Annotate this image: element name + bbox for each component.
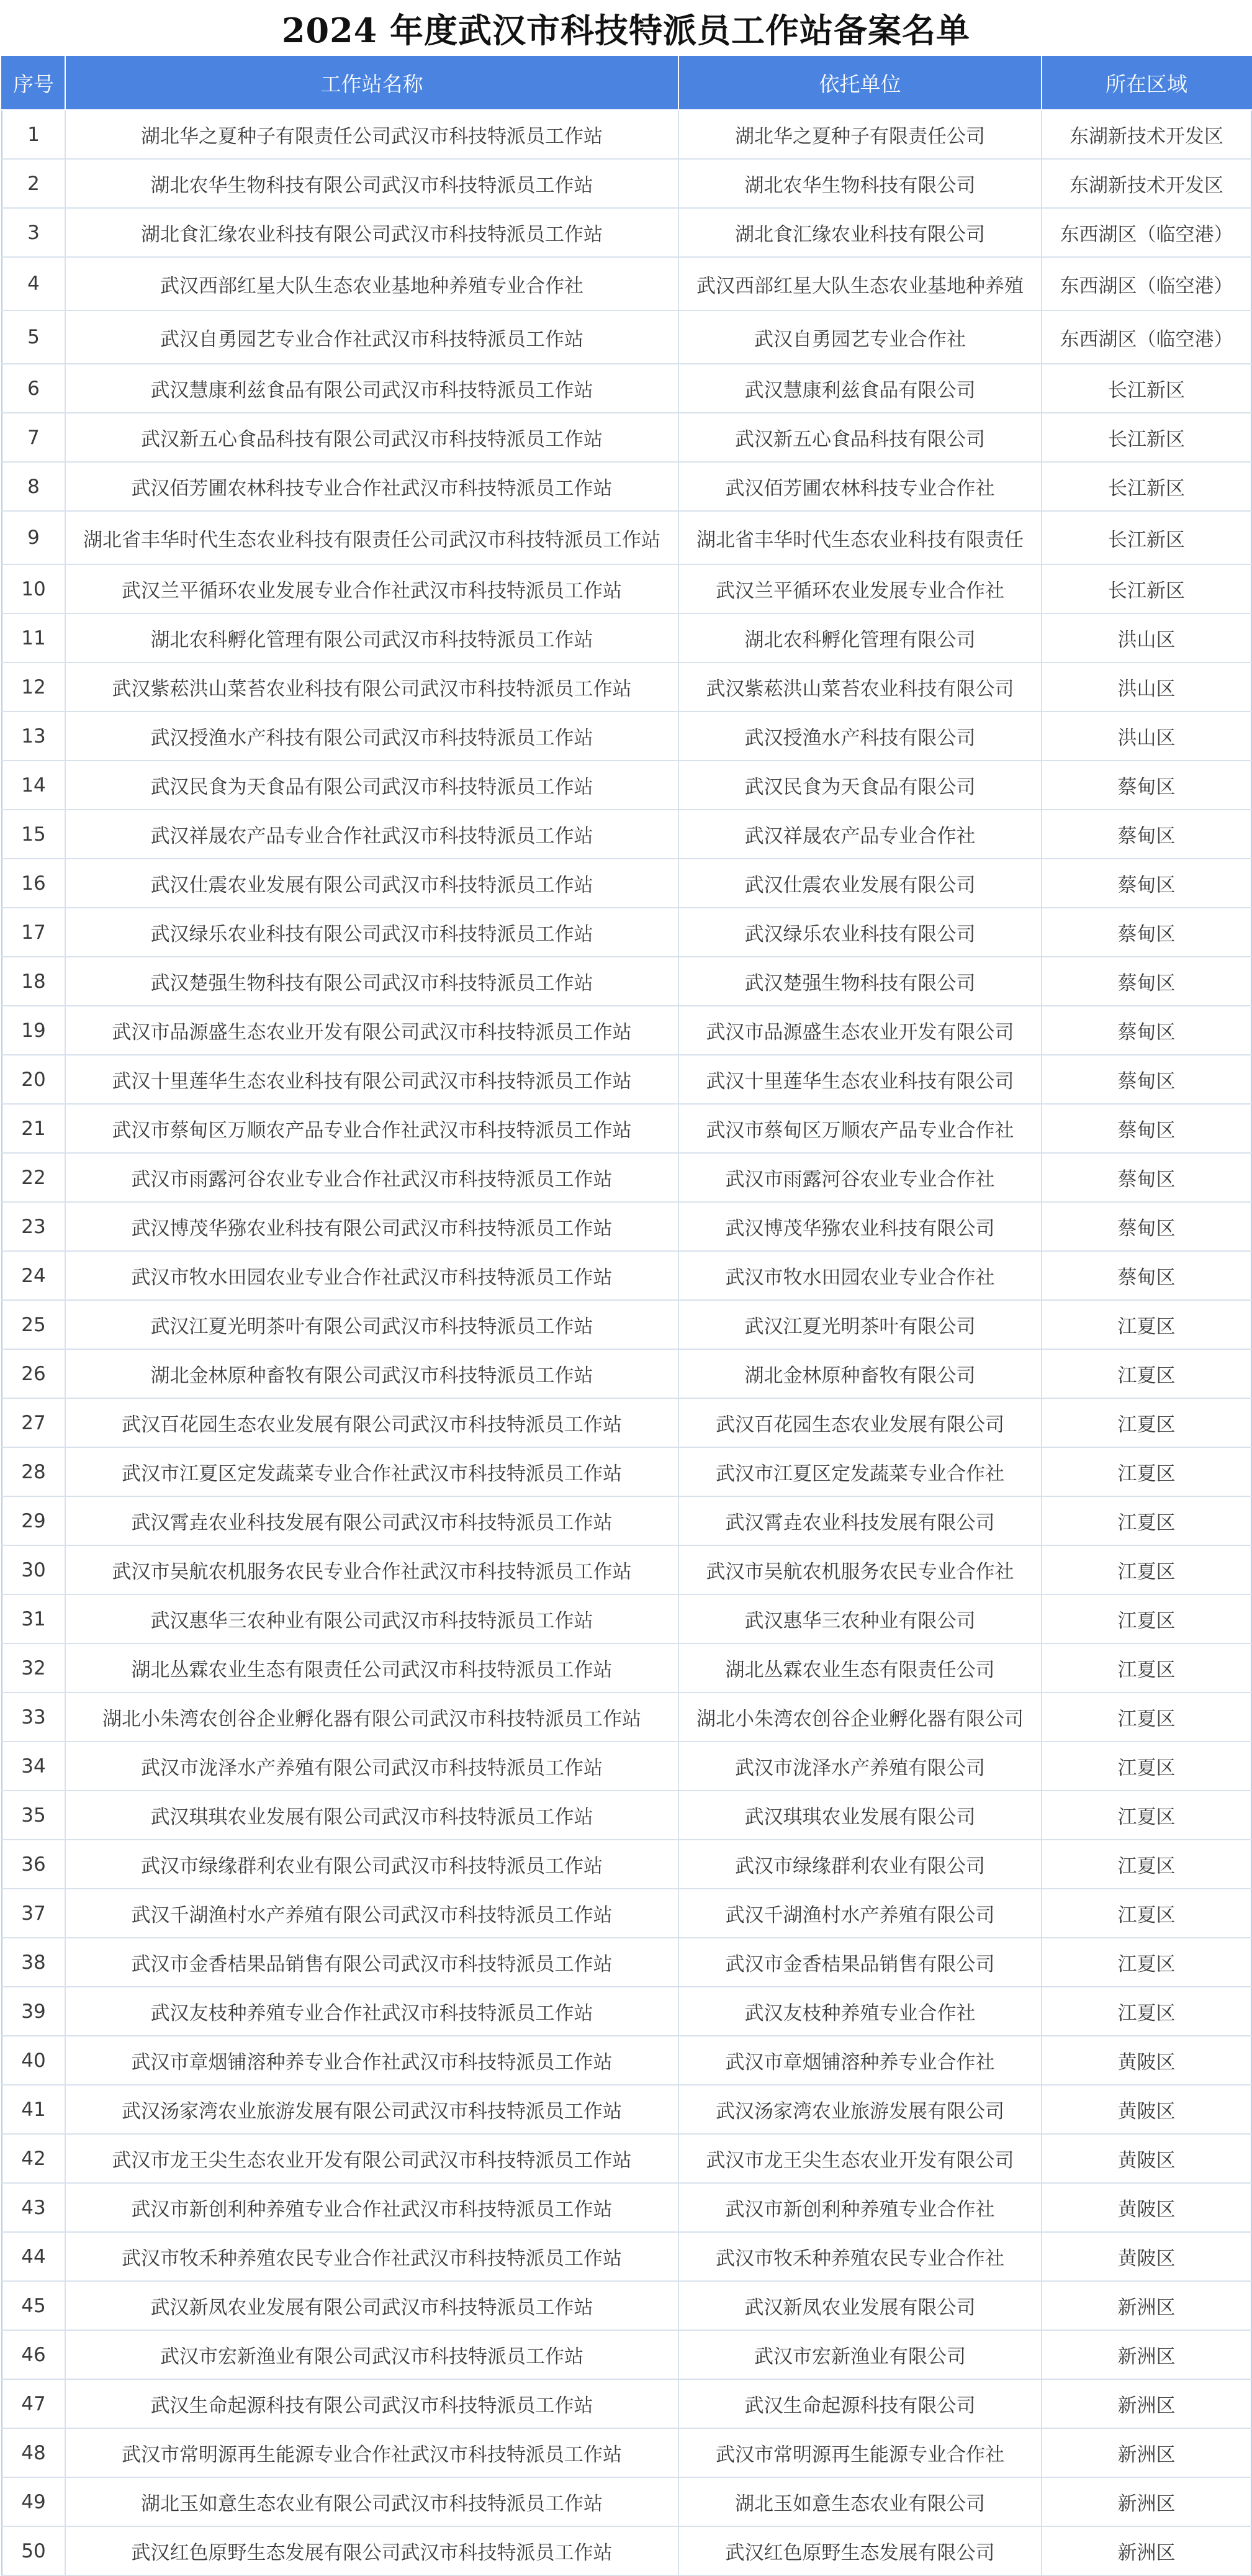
cell-station-name: 武汉祥晟农产品专业合作社武汉市科技特派员工作站 [65, 810, 678, 859]
cell-host-unit: 武汉江夏光明茶叶有限公司 [678, 1300, 1042, 1349]
cell-host-unit: 湖北农科孵化管理有限公司 [678, 613, 1042, 662]
cell-station-name: 武汉市牧禾种养殖农民专业合作社武汉市科技特派员工作站 [65, 2232, 678, 2281]
table-row [2, 2085, 1251, 2134]
cell-district: 新洲区 [1042, 2330, 1251, 2379]
cell-host-unit: 武汉千湖渔村水产养殖有限公司 [678, 1889, 1042, 1938]
cell-serial-number: 17 [2, 908, 65, 957]
cell-host-unit: 武汉市雨露河谷农业专业合作社 [678, 1153, 1042, 1202]
cell-host-unit: 武汉市牧禾种养殖农民专业合作社 [678, 2232, 1042, 2281]
table-row [2, 257, 1251, 310]
cell-serial-number: 11 [2, 613, 65, 662]
cell-station-name: 武汉博茂华猕农业科技有限公司武汉市科技特派员工作站 [65, 1202, 678, 1251]
cell-serial-number: 8 [2, 462, 65, 511]
cell-serial-number: 2 [2, 159, 65, 208]
cell-station-name: 武汉霄垚农业科技发展有限公司武汉市科技特派员工作站 [65, 1496, 678, 1545]
cell-host-unit: 武汉市绿缘群利农业有限公司 [678, 1840, 1042, 1889]
page-title: 2024 年度武汉市科技特派员工作站备案名单 [281, 10, 971, 50]
cell-serial-number: 7 [2, 413, 65, 462]
table-row [2, 462, 1251, 511]
table-row [2, 1447, 1251, 1496]
table-row [2, 1251, 1251, 1300]
cell-district: 江夏区 [1042, 1349, 1251, 1398]
cell-host-unit: 武汉市常明源再生能源专业合作社 [678, 2428, 1042, 2477]
cell-serial-number: 47 [2, 2379, 65, 2428]
cell-district: 洪山区 [1042, 712, 1251, 761]
cell-district: 黄陂区 [1042, 2183, 1251, 2232]
cell-station-name: 武汉市新创利种养殖专业合作社武汉市科技特派员工作站 [65, 2183, 678, 2232]
cell-serial-number: 34 [2, 1742, 65, 1791]
cell-serial-number: 45 [2, 2281, 65, 2330]
cell-host-unit: 武汉汤家湾农业旅游发展有限公司 [678, 2085, 1042, 2134]
cell-serial-number: 12 [2, 662, 65, 712]
table-row [2, 613, 1251, 662]
cell-district: 江夏区 [1042, 1791, 1251, 1840]
cell-host-unit: 武汉佰芳圃农林科技专业合作社 [678, 462, 1042, 511]
cell-serial-number: 25 [2, 1300, 65, 1349]
cell-host-unit: 武汉市江夏区定发蔬菜专业合作社 [678, 1447, 1042, 1496]
table-row [2, 2330, 1251, 2379]
cell-district: 长江新区 [1042, 462, 1251, 511]
table-row [2, 1104, 1251, 1153]
cell-station-name: 武汉兰平循环农业发展专业合作社武汉市科技特派员工作站 [65, 564, 678, 613]
cell-district: 江夏区 [1042, 1496, 1251, 1545]
cell-serial-number: 38 [2, 1938, 65, 1987]
cell-station-name: 武汉自勇园艺专业合作社武汉市科技特派员工作站 [65, 310, 678, 364]
cell-host-unit: 武汉仕震农业发展有限公司 [678, 859, 1042, 908]
cell-station-name: 武汉市龙王尖生态农业开发有限公司武汉市科技特派员工作站 [65, 2134, 678, 2183]
header-host-unit: 依托单位 [678, 56, 1042, 110]
table-row [2, 159, 1251, 208]
table-row [2, 1202, 1251, 1251]
cell-serial-number: 39 [2, 1987, 65, 2036]
cell-serial-number: 3 [2, 208, 65, 257]
cell-serial-number: 36 [2, 1840, 65, 1889]
cell-serial-number: 29 [2, 1496, 65, 1545]
cell-host-unit: 武汉琪琪农业发展有限公司 [678, 1791, 1042, 1840]
cell-district: 洪山区 [1042, 662, 1251, 712]
cell-station-name: 武汉市品源盛生态农业开发有限公司武汉市科技特派员工作站 [65, 1006, 678, 1055]
cell-serial-number: 43 [2, 2183, 65, 2232]
cell-station-name: 湖北金林原种畜牧有限公司武汉市科技特派员工作站 [65, 1349, 678, 1398]
table-row [2, 1742, 1251, 1791]
table-row [2, 1840, 1251, 1889]
cell-district: 江夏区 [1042, 1840, 1251, 1889]
cell-district: 江夏区 [1042, 1594, 1251, 1643]
cell-station-name: 湖北丛霖农业生态有限责任公司武汉市科技特派员工作站 [65, 1643, 678, 1692]
cell-station-name: 湖北省丰华时代生态农业科技有限责任公司武汉市科技特派员工作站 [65, 511, 678, 564]
table-row [2, 1889, 1251, 1938]
table-row [2, 511, 1251, 564]
cell-district: 蔡甸区 [1042, 1055, 1251, 1104]
table-row [2, 1398, 1251, 1447]
cell-station-name: 湖北玉如意生态农业有限公司武汉市科技特派员工作站 [65, 2477, 678, 2526]
cell-serial-number: 41 [2, 2085, 65, 2134]
table-row [2, 1300, 1251, 1349]
cell-host-unit: 武汉市宏新渔业有限公司 [678, 2330, 1042, 2379]
table-row [2, 110, 1251, 159]
cell-host-unit: 武汉兰平循环农业发展专业合作社 [678, 564, 1042, 613]
cell-district: 东湖新技术开发区 [1042, 110, 1251, 159]
cell-host-unit: 武汉生命起源科技有限公司 [678, 2379, 1042, 2428]
cell-station-name: 武汉市绿缘群利农业有限公司武汉市科技特派员工作站 [65, 1840, 678, 1889]
cell-station-name: 湖北农华生物科技有限公司武汉市科技特派员工作站 [65, 159, 678, 208]
cell-serial-number: 44 [2, 2232, 65, 2281]
cell-district: 东西湖区（临空港） [1042, 310, 1251, 364]
cell-host-unit: 湖北玉如意生态农业有限公司 [678, 2477, 1042, 2526]
cell-serial-number: 6 [2, 364, 65, 413]
table-row [2, 1594, 1251, 1643]
cell-serial-number: 1 [2, 110, 65, 159]
cell-district: 长江新区 [1042, 511, 1251, 564]
cell-serial-number: 33 [2, 1692, 65, 1742]
cell-station-name: 武汉市江夏区定发蔬菜专业合作社武汉市科技特派员工作站 [65, 1447, 678, 1496]
table-row [2, 364, 1251, 413]
cell-station-name: 武汉惠华三农种业有限公司武汉市科技特派员工作站 [65, 1594, 678, 1643]
cell-district: 长江新区 [1042, 564, 1251, 613]
cell-district: 长江新区 [1042, 364, 1251, 413]
cell-station-name: 武汉市常明源再生能源专业合作社武汉市科技特派员工作站 [65, 2428, 678, 2477]
table-row [2, 1496, 1251, 1545]
cell-district: 江夏区 [1042, 1545, 1251, 1594]
cell-station-name: 武汉江夏光明茶叶有限公司武汉市科技特派员工作站 [65, 1300, 678, 1349]
cell-host-unit: 湖北华之夏种子有限责任公司 [678, 110, 1042, 159]
registry-table [1, 56, 1252, 2576]
cell-station-name: 武汉市吴航农机服务农民专业合作社武汉市科技特派员工作站 [65, 1545, 678, 1594]
cell-district: 蔡甸区 [1042, 1202, 1251, 1251]
cell-station-name: 武汉市金香桔果品销售有限公司武汉市科技特派员工作站 [65, 1938, 678, 1987]
cell-host-unit: 湖北食汇缘农业科技有限公司 [678, 208, 1042, 257]
cell-station-name: 武汉市泷泽水产养殖有限公司武汉市科技特派员工作站 [65, 1742, 678, 1791]
cell-station-name: 武汉百花园生态农业发展有限公司武汉市科技特派员工作站 [65, 1398, 678, 1447]
table-row [2, 2477, 1251, 2526]
cell-host-unit: 武汉友枝种养殖专业合作社 [678, 1987, 1042, 2036]
cell-host-unit: 湖北农华生物科技有限公司 [678, 159, 1042, 208]
cell-serial-number: 48 [2, 2428, 65, 2477]
table-header-row [2, 56, 1251, 110]
cell-host-unit: 武汉霄垚农业科技发展有限公司 [678, 1496, 1042, 1545]
cell-host-unit: 武汉市蔡甸区万顺农产品专业合作社 [678, 1104, 1042, 1153]
cell-district: 东湖新技术开发区 [1042, 159, 1251, 208]
cell-district: 江夏区 [1042, 1447, 1251, 1496]
cell-district: 蔡甸区 [1042, 1006, 1251, 1055]
table-row [2, 2036, 1251, 2085]
cell-district: 江夏区 [1042, 1889, 1251, 1938]
cell-district: 江夏区 [1042, 1300, 1251, 1349]
cell-district: 新洲区 [1042, 2379, 1251, 2428]
cell-station-name: 武汉市雨露河谷农业专业合作社武汉市科技特派员工作站 [65, 1153, 678, 1202]
cell-serial-number: 50 [2, 2526, 65, 2575]
cell-serial-number: 19 [2, 1006, 65, 1055]
cell-serial-number: 9 [2, 511, 65, 564]
cell-serial-number: 35 [2, 1791, 65, 1840]
table-row [2, 2526, 1251, 2575]
table-row [2, 1938, 1251, 1987]
table-row [2, 1791, 1251, 1840]
cell-station-name: 武汉新五心食品科技有限公司武汉市科技特派员工作站 [65, 413, 678, 462]
cell-host-unit: 武汉惠华三农种业有限公司 [678, 1594, 1042, 1643]
cell-station-name: 武汉市章烟铺溶种养专业合作社武汉市科技特派员工作站 [65, 2036, 678, 2085]
table-row [2, 1349, 1251, 1398]
cell-district: 洪山区 [1042, 613, 1251, 662]
table-row [2, 1987, 1251, 2036]
table-row [2, 2183, 1251, 2232]
cell-serial-number: 42 [2, 2134, 65, 2183]
cell-district: 东西湖区（临空港） [1042, 208, 1251, 257]
cell-district: 蔡甸区 [1042, 810, 1251, 859]
cell-host-unit: 武汉新凤农业发展有限公司 [678, 2281, 1042, 2330]
cell-station-name: 武汉十里莲华生态农业科技有限公司武汉市科技特派员工作站 [65, 1055, 678, 1104]
cell-host-unit: 武汉市龙王尖生态农业开发有限公司 [678, 2134, 1042, 2183]
cell-district: 蔡甸区 [1042, 761, 1251, 810]
cell-station-name: 武汉绿乐农业科技有限公司武汉市科技特派员工作站 [65, 908, 678, 957]
cell-serial-number: 49 [2, 2477, 65, 2526]
cell-district: 江夏区 [1042, 1398, 1251, 1447]
cell-serial-number: 16 [2, 859, 65, 908]
cell-serial-number: 10 [2, 564, 65, 613]
cell-district: 长江新区 [1042, 413, 1251, 462]
cell-station-name: 武汉西部红星大队生态农业基地种养殖专业合作社 [65, 257, 678, 310]
table-row [2, 1055, 1251, 1104]
cell-station-name: 湖北华之夏种子有限责任公司武汉市科技特派员工作站 [65, 110, 678, 159]
table-row [2, 761, 1251, 810]
table-row [2, 908, 1251, 957]
cell-district: 黄陂区 [1042, 2134, 1251, 2183]
cell-district: 东西湖区（临空港） [1042, 257, 1251, 310]
cell-host-unit: 武汉红色原野生态发展有限公司 [678, 2526, 1042, 2575]
cell-serial-number: 28 [2, 1447, 65, 1496]
cell-station-name: 武汉千湖渔村水产养殖有限公司武汉市科技特派员工作站 [65, 1889, 678, 1938]
cell-district: 黄陂区 [1042, 2036, 1251, 2085]
cell-station-name: 武汉友枝种养殖专业合作社武汉市科技特派员工作站 [65, 1987, 678, 2036]
cell-station-name: 武汉紫菘洪山菜苔农业科技有限公司武汉市科技特派员工作站 [65, 662, 678, 712]
cell-serial-number: 26 [2, 1349, 65, 1398]
cell-station-name: 武汉生命起源科技有限公司武汉市科技特派员工作站 [65, 2379, 678, 2428]
cell-district: 蔡甸区 [1042, 908, 1251, 957]
cell-host-unit: 武汉百花园生态农业发展有限公司 [678, 1398, 1042, 1447]
table-row [2, 2428, 1251, 2477]
cell-host-unit: 武汉市章烟铺溶种养专业合作社 [678, 2036, 1042, 2085]
cell-host-unit: 武汉慧康利兹食品有限公司 [678, 364, 1042, 413]
cell-host-unit: 武汉授渔水产科技有限公司 [678, 712, 1042, 761]
header-district: 所在区域 [1042, 56, 1251, 110]
cell-host-unit: 湖北小朱湾农创谷企业孵化器有限公司 [678, 1692, 1042, 1742]
table-body [2, 110, 1251, 2575]
cell-host-unit: 武汉市泷泽水产养殖有限公司 [678, 1742, 1042, 1791]
cell-host-unit: 湖北金林原种畜牧有限公司 [678, 1349, 1042, 1398]
table-row [2, 2134, 1251, 2183]
table-row [2, 712, 1251, 761]
cell-serial-number: 37 [2, 1889, 65, 1938]
cell-host-unit: 武汉西部红星大队生态农业基地种养殖 [678, 257, 1042, 310]
cell-host-unit: 武汉市吴航农机服务农民专业合作社 [678, 1545, 1042, 1594]
cell-district: 新洲区 [1042, 2526, 1251, 2575]
cell-host-unit: 武汉市品源盛生态农业开发有限公司 [678, 1006, 1042, 1055]
cell-serial-number: 5 [2, 310, 65, 364]
cell-station-name: 湖北食汇缘农业科技有限公司武汉市科技特派员工作站 [65, 208, 678, 257]
cell-station-name: 武汉慧康利兹食品有限公司武汉市科技特派员工作站 [65, 364, 678, 413]
cell-host-unit: 武汉民食为天食品有限公司 [678, 761, 1042, 810]
cell-host-unit: 武汉楚强生物科技有限公司 [678, 957, 1042, 1006]
cell-host-unit: 武汉绿乐农业科技有限公司 [678, 908, 1042, 957]
cell-station-name: 武汉新凤农业发展有限公司武汉市科技特派员工作站 [65, 2281, 678, 2330]
cell-host-unit: 武汉市新创利种养殖专业合作社 [678, 2183, 1042, 2232]
cell-serial-number: 46 [2, 2330, 65, 2379]
table-row [2, 2379, 1251, 2428]
cell-host-unit: 武汉紫菘洪山菜苔农业科技有限公司 [678, 662, 1042, 712]
cell-serial-number: 20 [2, 1055, 65, 1104]
table-row [2, 1006, 1251, 1055]
cell-station-name: 武汉红色原野生态发展有限公司武汉市科技特派员工作站 [65, 2526, 678, 2575]
table-row [2, 208, 1251, 257]
cell-serial-number: 24 [2, 1251, 65, 1300]
cell-serial-number: 4 [2, 257, 65, 310]
table-row [2, 1545, 1251, 1594]
cell-serial-number: 31 [2, 1594, 65, 1643]
cell-station-name: 武汉佰芳圃农林科技专业合作社武汉市科技特派员工作站 [65, 462, 678, 511]
cell-host-unit: 湖北省丰华时代生态农业科技有限责任 [678, 511, 1042, 564]
cell-district: 江夏区 [1042, 1643, 1251, 1692]
table-row [2, 810, 1251, 859]
table-row [2, 310, 1251, 364]
cell-district: 黄陂区 [1042, 2085, 1251, 2134]
cell-station-name: 武汉仕震农业发展有限公司武汉市科技特派员工作站 [65, 859, 678, 908]
table-row [2, 1153, 1251, 1202]
cell-district: 江夏区 [1042, 1987, 1251, 2036]
cell-serial-number: 18 [2, 957, 65, 1006]
cell-host-unit: 武汉博茂华猕农业科技有限公司 [678, 1202, 1042, 1251]
cell-serial-number: 23 [2, 1202, 65, 1251]
cell-serial-number: 32 [2, 1643, 65, 1692]
cell-host-unit: 武汉市金香桔果品销售有限公司 [678, 1938, 1042, 1987]
table-row [2, 859, 1251, 908]
cell-district: 江夏区 [1042, 1938, 1251, 1987]
table-row [2, 564, 1251, 613]
cell-station-name: 湖北小朱湾农创谷企业孵化器有限公司武汉市科技特派员工作站 [65, 1692, 678, 1742]
cell-station-name: 武汉琪琪农业发展有限公司武汉市科技特派员工作站 [65, 1791, 678, 1840]
cell-station-name: 武汉授渔水产科技有限公司武汉市科技特派员工作站 [65, 712, 678, 761]
cell-district: 黄陂区 [1042, 2232, 1251, 2281]
cell-station-name: 武汉市牧水田园农业专业合作社武汉市科技特派员工作站 [65, 1251, 678, 1300]
cell-serial-number: 30 [2, 1545, 65, 1594]
table-row [2, 413, 1251, 462]
cell-serial-number: 21 [2, 1104, 65, 1153]
table-row [2, 1692, 1251, 1742]
table-row [2, 957, 1251, 1006]
header-serial-number: 序号 [2, 56, 65, 110]
cell-host-unit: 湖北丛霖农业生态有限责任公司 [678, 1643, 1042, 1692]
header-station-name: 工作站名称 [65, 56, 678, 110]
cell-serial-number: 27 [2, 1398, 65, 1447]
cell-district: 新洲区 [1042, 2428, 1251, 2477]
table-row [2, 662, 1251, 712]
cell-host-unit: 武汉新五心食品科技有限公司 [678, 413, 1042, 462]
cell-district: 蔡甸区 [1042, 1251, 1251, 1300]
cell-district: 江夏区 [1042, 1742, 1251, 1791]
cell-district: 新洲区 [1042, 2281, 1251, 2330]
cell-host-unit: 武汉十里莲华生态农业科技有限公司 [678, 1055, 1042, 1104]
cell-serial-number: 15 [2, 810, 65, 859]
cell-station-name: 武汉民食为天食品有限公司武汉市科技特派员工作站 [65, 761, 678, 810]
cell-district: 蔡甸区 [1042, 859, 1251, 908]
cell-district: 蔡甸区 [1042, 957, 1251, 1006]
cell-district: 蔡甸区 [1042, 1153, 1251, 1202]
cell-host-unit: 武汉自勇园艺专业合作社 [678, 310, 1042, 364]
cell-host-unit: 武汉祥晟农产品专业合作社 [678, 810, 1042, 859]
cell-host-unit: 武汉市牧水田园农业专业合作社 [678, 1251, 1042, 1300]
cell-serial-number: 14 [2, 761, 65, 810]
table-row [2, 1643, 1251, 1692]
cell-station-name: 武汉楚强生物科技有限公司武汉市科技特派员工作站 [65, 957, 678, 1006]
cell-serial-number: 13 [2, 712, 65, 761]
cell-station-name: 武汉市蔡甸区万顺农产品专业合作社武汉市科技特派员工作站 [65, 1104, 678, 1153]
cell-serial-number: 40 [2, 2036, 65, 2085]
cell-district: 新洲区 [1042, 2477, 1251, 2526]
cell-serial-number: 22 [2, 1153, 65, 1202]
table-row [2, 2281, 1251, 2330]
cell-district: 蔡甸区 [1042, 1104, 1251, 1153]
table-row [2, 2232, 1251, 2281]
cell-station-name: 武汉市宏新渔业有限公司武汉市科技特派员工作站 [65, 2330, 678, 2379]
cell-station-name: 武汉汤家湾农业旅游发展有限公司武汉市科技特派员工作站 [65, 2085, 678, 2134]
cell-station-name: 湖北农科孵化管理有限公司武汉市科技特派员工作站 [65, 613, 678, 662]
cell-district: 江夏区 [1042, 1692, 1251, 1742]
